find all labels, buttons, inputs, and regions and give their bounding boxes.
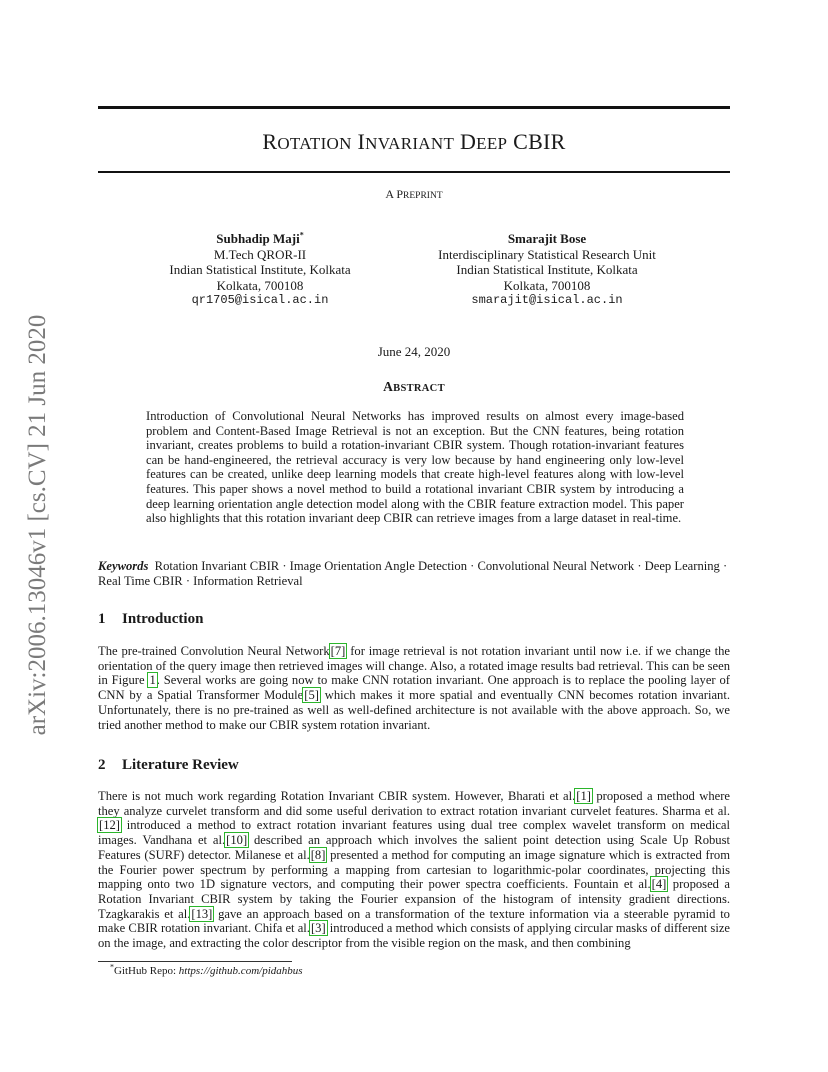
footnote-mark: *: [110, 962, 114, 972]
citation-link[interactable]: [5]: [304, 688, 319, 703]
paper-title: [98, 128, 730, 158]
preprint-label-text: A PREPRINT: [385, 187, 443, 201]
body-text: for image retrieval is not rotation invariant until now i.e. if we change the orientation of the query image then retrieved images will change. Also, a rotated image results bad retrieval. This can be seen in Figure: [98, 644, 731, 688]
abstract-heading: [98, 379, 730, 395]
body-text: introduced a method to extract rotation invariant features using dual tree complex wavelet transform on medical images. Vandhana et al.: [98, 818, 730, 848]
section-heading-introduction: [98, 610, 730, 628]
citation-link[interactable]: [1]: [576, 789, 591, 803]
author-affiliation: M.Tech QROR-II: [213, 246, 307, 262]
section-body-introduction: [98, 644, 730, 732]
paper-date: June 24, 2020: [377, 344, 451, 359]
body-text: introduced a method which consists of applying circular masks of different size on the image, and extracting the color descriptor from the visible region on the mask, and then combining: [98, 921, 730, 951]
arxiv-sidebar-stamp: arXiv:2006.13046v1 [cs.CV] 21 Jun 2020: [24, 314, 51, 736]
preprint-label: [98, 186, 730, 204]
body-text: The pre-trained Convolution Neural Network: [98, 644, 330, 658]
paper-title-text: ROTATION INVARIANT DEEP CBIR: [262, 129, 566, 154]
abstract-text: Introduction of Convolutional Neural Networks has improved results on almost every image-based problem and Content-Based Image Retrieval is not an exception. But the CNN features, being rotation invariant, creates problems to build a rotation-invariant CBIR system. Though rotation-invariant features can be hand-engineered, the retrieval accuracy is very low because by hand engineering only low-level features can be created, unlike deep learning models that create high-level features along with low-level features. This paper shows a novel method to build a rotational invariant CBIR system by introducing a deep learning orientation angle detection model along with the CBIR feature extraction model. This paper also highlights that this rotation invariant deep CBIR can retrieve images from a large dataset in real-time.: [146, 409, 684, 526]
citation-link[interactable]: [12]: [99, 818, 120, 833]
section-heading-literature-review: [98, 756, 730, 774]
author-name: [150, 231, 370, 247]
section-title: Introduction: [122, 611, 204, 627]
citation-link[interactable]: [8]: [310, 847, 326, 862]
keywords-label: Keywords: [98, 559, 149, 573]
citation-link[interactable]: [3]: [310, 921, 326, 936]
section-number: 1: [98, 611, 106, 627]
body-text: proposed a Rotation Invariant CBIR system by taking the Fourier expansion of the histogram of intensity gradient directions. Tzagkarakis et al.: [98, 877, 730, 921]
title-rule-top: [98, 106, 730, 109]
section-body-literature-review: [98, 789, 730, 951]
author-email[interactable]: smarajit@isical.ac.in: [471, 293, 623, 307]
body-text: There is not much work regarding Rotation Invariant CBIR system. However, Bharati et al.: [98, 789, 576, 803]
body-text: proposed a method where they analyze curvelet transform and did some useful derivation to extract rotation invariant curvelet features. Sharma et al.: [98, 789, 730, 818]
author-email[interactable]: qr1705@isical.ac.in: [191, 293, 329, 307]
keywords-text: Rotation Invariant CBIR · Image Orientation Angle Detection · Convolutional Neural Network · Deep Learning · Real Time CBIR · Information Retrieval: [98, 559, 728, 588]
section-number: 2: [98, 757, 106, 773]
footnote-rule: [98, 961, 292, 962]
github-link[interactable]: https://github.com/pidahbus: [178, 965, 303, 977]
author-city: Kolkata, 700108: [503, 277, 591, 293]
footnote-label: GitHub Repo:: [114, 965, 179, 977]
author-name-text: Subhadip Maji: [216, 231, 300, 246]
author-institute: Indian Statistical Institute, Kolkata: [169, 262, 351, 277]
body-text: presented a method for computing an image signature which is extracted from the Fourier power spectrum by performing a mapping from cartesian to logarithmic-polar coordinates, projecting this mapping onto two 1D signature vectors, and computing their power spectra coefficients. Fountain et al.: [98, 847, 730, 892]
author-block-1: [150, 231, 370, 309]
body-text: which makes it more spatial and eventually CNN becomes rotation invariant. Unfortunately, there is no pre-trained as well as well-defined architecture is not available with the above approach. So, we tried another method to make our CBIR system rotation invariant.: [98, 688, 731, 732]
body-text: . Several works are going now to make CNN rotation invariant. One approach is to replace the pooling layer of CNN by a Spatial Transformer Module: [98, 673, 730, 703]
citation-link[interactable]: [4]: [651, 877, 667, 892]
citation-link[interactable]: [10]: [226, 833, 248, 848]
author-name: Smarajit Bose: [507, 231, 587, 246]
body-text: described an approach which involves the salient point detection using Scale Up Robust Features (SURF) detector. Milanese et al.: [98, 833, 730, 862]
author-block-2: [420, 231, 674, 309]
body-text: gave an approach based on a transformation of the texture information via a steerable pyramid to make CBIR rotation invariant. Chifa et al.: [98, 906, 730, 936]
footnote: [110, 964, 303, 978]
citation-link[interactable]: [7]: [330, 644, 346, 658]
footnote-marker[interactable]: *: [299, 230, 304, 240]
title-rule-bottom: [98, 171, 730, 173]
author-institute: Indian Statistical Institute, Kolkata: [456, 262, 638, 277]
citation-link[interactable]: [13]: [191, 906, 213, 921]
section-title: Literature Review: [122, 757, 239, 773]
citation-link[interactable]: 1: [149, 673, 156, 688]
abstract-heading-text: ABSTRACT: [383, 379, 445, 394]
author-city: Kolkata, 700108: [216, 277, 304, 293]
keywords: [98, 559, 730, 588]
author-affiliation: Interdisciplinary Statistical Research Unit: [438, 246, 656, 262]
